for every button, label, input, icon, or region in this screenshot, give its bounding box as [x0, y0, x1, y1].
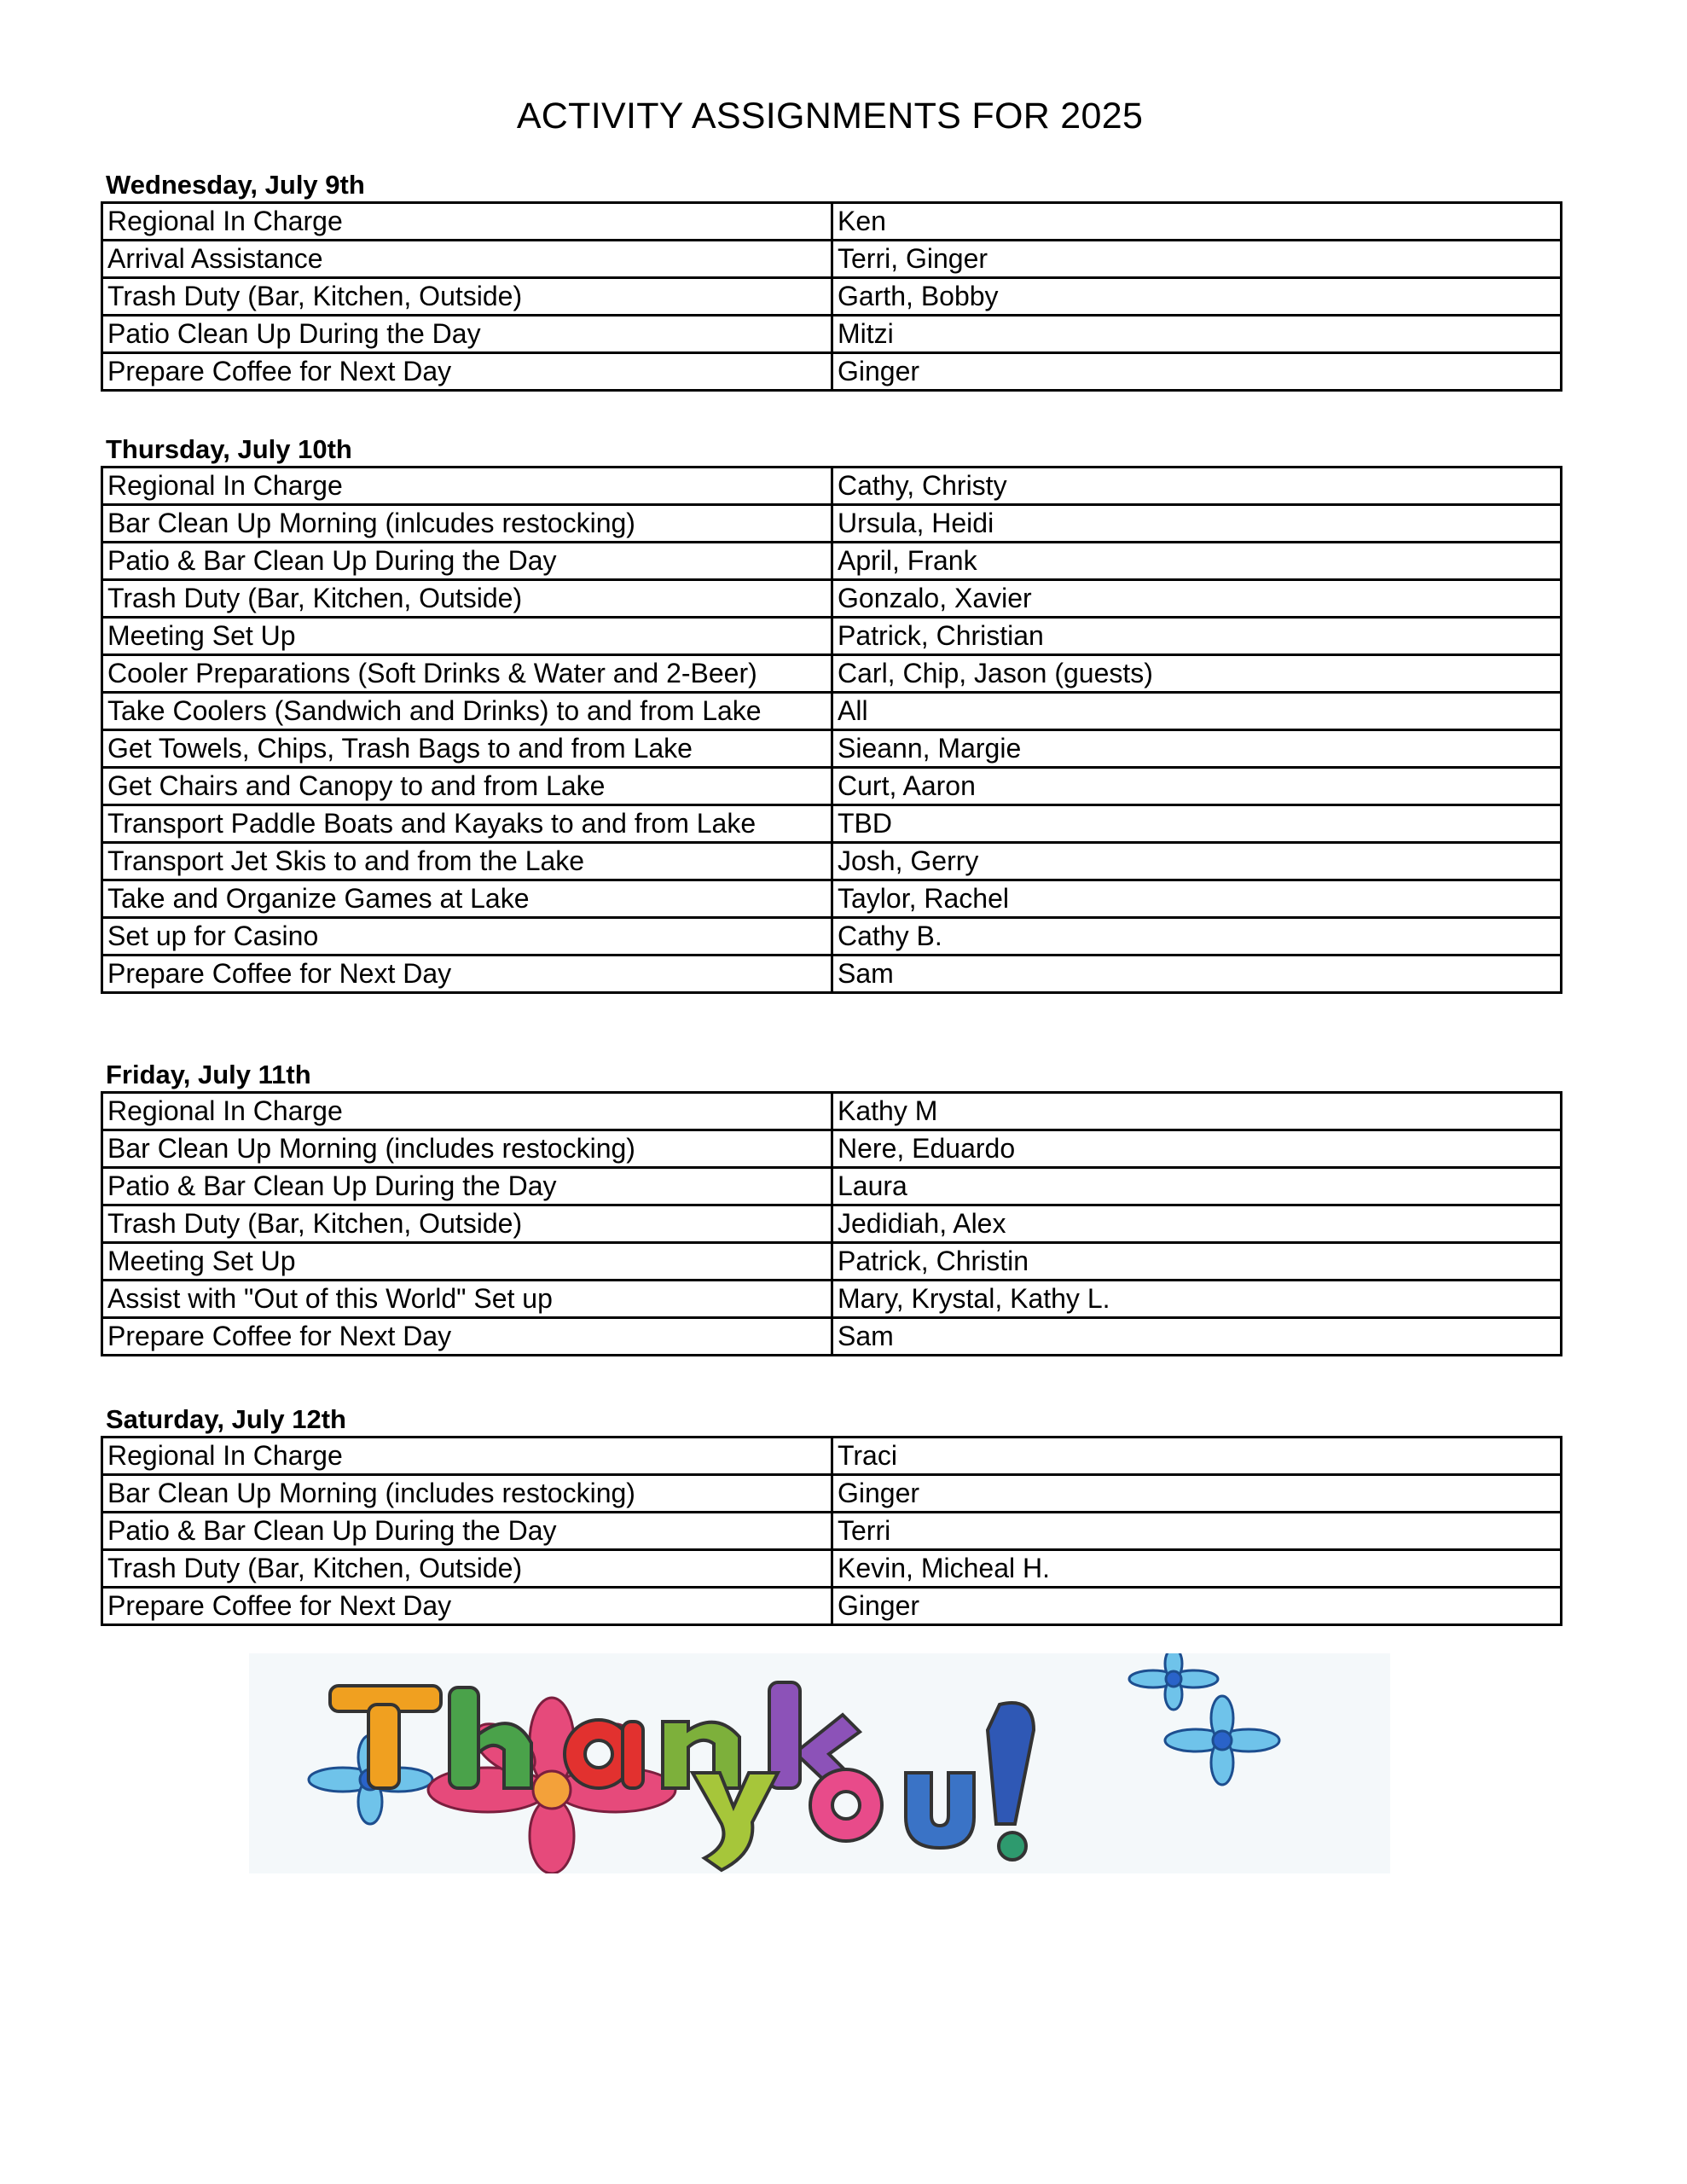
- table-row: [102, 956, 1562, 993]
- task-cell: Regional In Charge: [102, 203, 832, 241]
- task-cell: Prepare Coffee for Next Day: [102, 1318, 832, 1356]
- table-row: [102, 580, 1562, 618]
- table-row: [102, 655, 1562, 693]
- thank-you-art: [249, 1653, 1390, 1873]
- table-row: [102, 618, 1562, 655]
- assignee-cell: Patrick, Christian: [832, 618, 1562, 655]
- task-cell: Cooler Preparations (Soft Drinks & Water and 2-Beer): [102, 655, 832, 693]
- table-row: [102, 505, 1562, 543]
- blue-flower-icon: [1129, 1653, 1218, 1710]
- table-row: [102, 1475, 1562, 1513]
- task-cell: Regional In Charge: [102, 1438, 832, 1475]
- assignee-cell: Ginger: [832, 1475, 1562, 1513]
- table-row: [102, 768, 1562, 805]
- assignment-table: [101, 201, 1562, 392]
- assignee-cell: Ursula, Heidi: [832, 505, 1562, 543]
- task-cell: Prepare Coffee for Next Day: [102, 353, 832, 391]
- day-heading: Wednesday, July 9th: [106, 170, 365, 200]
- task-cell: Bar Clean Up Morning (includes restocking): [102, 1130, 832, 1168]
- assignee-cell: Terri, Ginger: [832, 241, 1562, 278]
- assignee-cell: Mitzi: [832, 316, 1562, 353]
- table-row: [102, 730, 1562, 768]
- table-row: [102, 1318, 1562, 1356]
- table-row: [102, 203, 1562, 241]
- assignee-cell: Ginger: [832, 353, 1562, 391]
- assignment-table: [101, 466, 1562, 994]
- table-row: [102, 1205, 1562, 1243]
- task-cell: Get Chairs and Canopy to and from Lake: [102, 768, 832, 805]
- assignee-cell: Kevin, Micheal H.: [832, 1550, 1562, 1588]
- table-row: [102, 1438, 1562, 1475]
- task-cell: Transport Jet Skis to and from the Lake: [102, 843, 832, 880]
- task-cell: Regional In Charge: [102, 468, 832, 505]
- assignee-cell: TBD: [832, 805, 1562, 843]
- task-cell: Meeting Set Up: [102, 1243, 832, 1281]
- you-letters: [693, 1703, 1034, 1870]
- task-cell: Transport Paddle Boats and Kayaks to and from Lake: [102, 805, 832, 843]
- page-title: ACTIVITY ASSIGNMENTS FOR 2025: [516, 96, 1144, 136]
- table-row: [102, 1130, 1562, 1168]
- task-cell: Prepare Coffee for Next Day: [102, 1588, 832, 1625]
- task-cell: Prepare Coffee for Next Day: [102, 956, 832, 993]
- assignee-cell: Sam: [832, 1318, 1562, 1356]
- table-row: [102, 1513, 1562, 1550]
- task-cell: Patio Clean Up During the Day: [102, 316, 832, 353]
- table-row: [102, 1168, 1562, 1205]
- table-row: [102, 278, 1562, 316]
- task-cell: Patio & Bar Clean Up During the Day: [102, 543, 832, 580]
- assignee-cell: Nere, Eduardo: [832, 1130, 1562, 1168]
- task-cell: Meeting Set Up: [102, 618, 832, 655]
- table-row: [102, 1281, 1562, 1318]
- assignee-cell: Ginger: [832, 1588, 1562, 1625]
- assignee-cell: Patrick, Christin: [832, 1243, 1562, 1281]
- day-section-friday: [101, 1057, 1562, 1356]
- task-cell: Patio & Bar Clean Up During the Day: [102, 1168, 832, 1205]
- task-cell: Take and Organize Games at Lake: [102, 880, 832, 918]
- assignee-cell: Gonzalo, Xavier: [832, 580, 1562, 618]
- table-row: [102, 468, 1562, 505]
- blue-flower-icon: [1165, 1696, 1279, 1785]
- task-cell: Take Coolers (Sandwich and Drinks) to and from Lake: [102, 693, 832, 730]
- assignee-cell: Carl, Chip, Jason (guests): [832, 655, 1562, 693]
- task-cell: Get Towels, Chips, Trash Bags to and from Lake: [102, 730, 832, 768]
- task-cell: Set up for Casino: [102, 918, 832, 956]
- task-cell: Regional In Charge: [102, 1093, 832, 1130]
- table-row: [102, 353, 1562, 391]
- day-section-saturday: [101, 1402, 1562, 1626]
- assignment-table: [101, 1436, 1562, 1626]
- task-cell: Trash Duty (Bar, Kitchen, Outside): [102, 278, 832, 316]
- table-row: [102, 805, 1562, 843]
- assignee-cell: All: [832, 693, 1562, 730]
- task-cell: Trash Duty (Bar, Kitchen, Outside): [102, 1550, 832, 1588]
- task-cell: Trash Duty (Bar, Kitchen, Outside): [102, 580, 832, 618]
- day-heading: Thursday, July 10th: [106, 434, 352, 464]
- assignment-table: [101, 1091, 1562, 1356]
- day-section-thursday: [101, 432, 1562, 994]
- table-row: [102, 241, 1562, 278]
- task-cell: Patio & Bar Clean Up During the Day: [102, 1513, 832, 1550]
- table-row: [102, 543, 1562, 580]
- assignee-cell: Garth, Bobby: [832, 278, 1562, 316]
- table-row: [102, 1243, 1562, 1281]
- table-row: [102, 693, 1562, 730]
- table-row: [102, 1093, 1562, 1130]
- assignee-cell: Traci: [832, 1438, 1562, 1475]
- assignee-cell: Taylor, Rachel: [832, 880, 1562, 918]
- task-cell: Arrival Assistance: [102, 241, 832, 278]
- assignee-cell: April, Frank: [832, 543, 1562, 580]
- table-row: [102, 880, 1562, 918]
- table-row: [102, 1550, 1562, 1588]
- thank-you-illustration: [249, 1653, 1390, 1873]
- assignee-cell: Josh, Gerry: [832, 843, 1562, 880]
- assignee-cell: Curt, Aaron: [832, 768, 1562, 805]
- day-section-wednesday: [101, 167, 1562, 392]
- assignee-cell: Laura: [832, 1168, 1562, 1205]
- table-row: [102, 1588, 1562, 1625]
- task-cell: Bar Clean Up Morning (includes restocking): [102, 1475, 832, 1513]
- table-row: [102, 918, 1562, 956]
- table-row: [102, 316, 1562, 353]
- assignee-cell: Sieann, Margie: [832, 730, 1562, 768]
- assignee-cell: Ken: [832, 203, 1562, 241]
- assignee-cell: Kathy M: [832, 1093, 1562, 1130]
- task-cell: Trash Duty (Bar, Kitchen, Outside): [102, 1205, 832, 1243]
- assignee-cell: Cathy B.: [832, 918, 1562, 956]
- assignee-cell: Cathy, Christy: [832, 468, 1562, 505]
- day-heading: Saturday, July 12th: [106, 1404, 346, 1434]
- assignee-cell: Sam: [832, 956, 1562, 993]
- assignee-cell: Mary, Krystal, Kathy L.: [832, 1281, 1562, 1318]
- table-row: [102, 843, 1562, 880]
- assignee-cell: Terri: [832, 1513, 1562, 1550]
- task-cell: Assist with "Out of this World" Set up: [102, 1281, 832, 1318]
- day-heading: Friday, July 11th: [106, 1060, 311, 1089]
- task-cell: Bar Clean Up Morning (inlcudes restocking): [102, 505, 832, 543]
- assignee-cell: Jedidiah, Alex: [832, 1205, 1562, 1243]
